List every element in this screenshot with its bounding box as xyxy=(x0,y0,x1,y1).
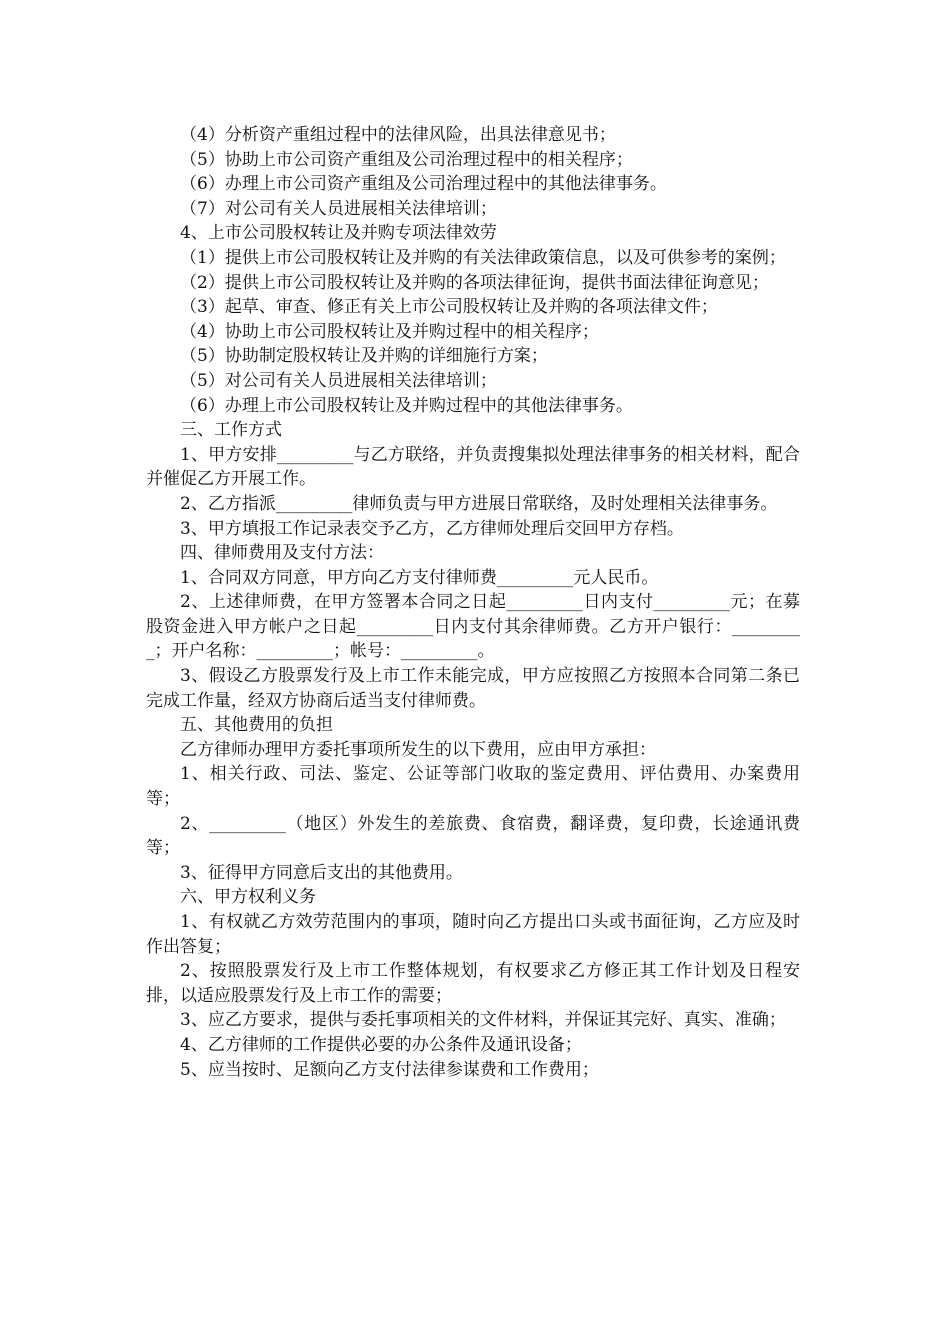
paragraph: 2、_________（地区）外发生的差旅费、食宿费，翻译费，复印费，长途通讯费等； xyxy=(146,813,800,859)
section-heading: 五、其他费用的负担 xyxy=(180,715,333,736)
paragraph: （6）办理上市公司股权转让及并购过程中的其他法律事务。 xyxy=(180,395,633,416)
paragraph: 2、上述律师费，在甲方签署本合同之日起_________日内支付_________元；在募股资金进入甲方帐户之日起_________日内支付其余律师费。乙方开户银行：_________；开户名称：_________；帐号：_________。 xyxy=(146,592,800,662)
paragraph: （5）协助上市公司资产重组及公司治理过程中的相关程序； xyxy=(180,149,633,170)
paragraph: 2、乙方指派_________律师负责与甲方进展日常联络，及时处理相关法律事务。 xyxy=(180,493,778,514)
paragraph: （2）提供上市公司股权转让及并购的各项法律征询，提供书面法律征询意见； xyxy=(180,272,769,293)
paragraph: （4）分析资产重组过程中的法律风险，出具法律意见书； xyxy=(180,125,616,145)
paragraph: 1、相关行政、司法、鉴定、公证等部门收取的鉴定费用、评估费用、办案费用等； xyxy=(146,764,800,810)
paragraph: （6）办理上市公司资产重组及公司治理过程中的其他法律事务。 xyxy=(180,174,667,195)
paragraph: （4）协助上市公司股权转让及并购过程中的相关程序； xyxy=(180,321,599,342)
document-page xyxy=(146,123,800,1082)
section-heading: 四、律师费用及支付方法： xyxy=(180,543,384,564)
section-heading: 六、甲方权利义务 xyxy=(180,887,316,908)
section-heading: 4、上市公司股权转让及并购专项法律效劳 xyxy=(180,223,497,244)
paragraph: 1、甲方安排_________与乙方联络，并负责搜集拟处理法律事务的相关材料，配合并催促乙方开展工作。 xyxy=(146,444,800,490)
section-heading: 三、工作方式 xyxy=(180,420,282,441)
paragraph: 乙方律师办理甲方委托事项所发生的以下费用，应由甲方承担： xyxy=(180,739,656,760)
paragraph: （3）起草、审查、修正有关上市公司股权转让及并购的各项法律文件； xyxy=(180,297,718,318)
paragraph: 3、征得甲方同意后支出的其他费用。 xyxy=(180,862,463,883)
paragraph: 5、应当按时、足额向乙方支付法律参谋费和工作费用； xyxy=(180,1059,599,1080)
paragraph: 4、乙方律师的工作提供必要的办公条件及通讯设备； xyxy=(180,1034,582,1055)
paragraph: 1、合同双方同意，甲方向乙方支付律师费_________元人民币。 xyxy=(180,567,659,588)
paragraph: 3、应乙方要求，提供与委托事项相关的文件材料，并保证其完好、真实、准确； xyxy=(180,1010,786,1031)
paragraph: 3、假设乙方股票发行及上市工作未能完成，甲方应按照乙方按照本合同第二条已完成工作量，经双方协商后适当支付律师费。 xyxy=(146,666,800,711)
paragraph: 3、甲方填报工作记录表交予乙方，乙方律师处理后交回甲方存档。 xyxy=(180,518,684,539)
paragraph: （7）对公司有关人员进展相关法律培训； xyxy=(180,198,497,219)
paragraph: 2、按照股票发行及上市工作整体规划，有权要求乙方修正其工作计划及日程安排，以适应股票发行及上市工作的需要； xyxy=(146,961,800,1006)
paragraph: （1）提供上市公司股权转让及并购的有关法律政策信息，以及可供参考的案例； xyxy=(180,247,786,268)
paragraph: （5）协助制定股权转让及并购的详细施行方案； xyxy=(180,346,548,367)
paragraph: （5）对公司有关人员进展相关法律培训； xyxy=(180,370,497,391)
paragraph: 1、有权就乙方效劳范围内的事项，随时向乙方提出口头或书面征询，乙方应及时作出答复； xyxy=(146,912,800,957)
